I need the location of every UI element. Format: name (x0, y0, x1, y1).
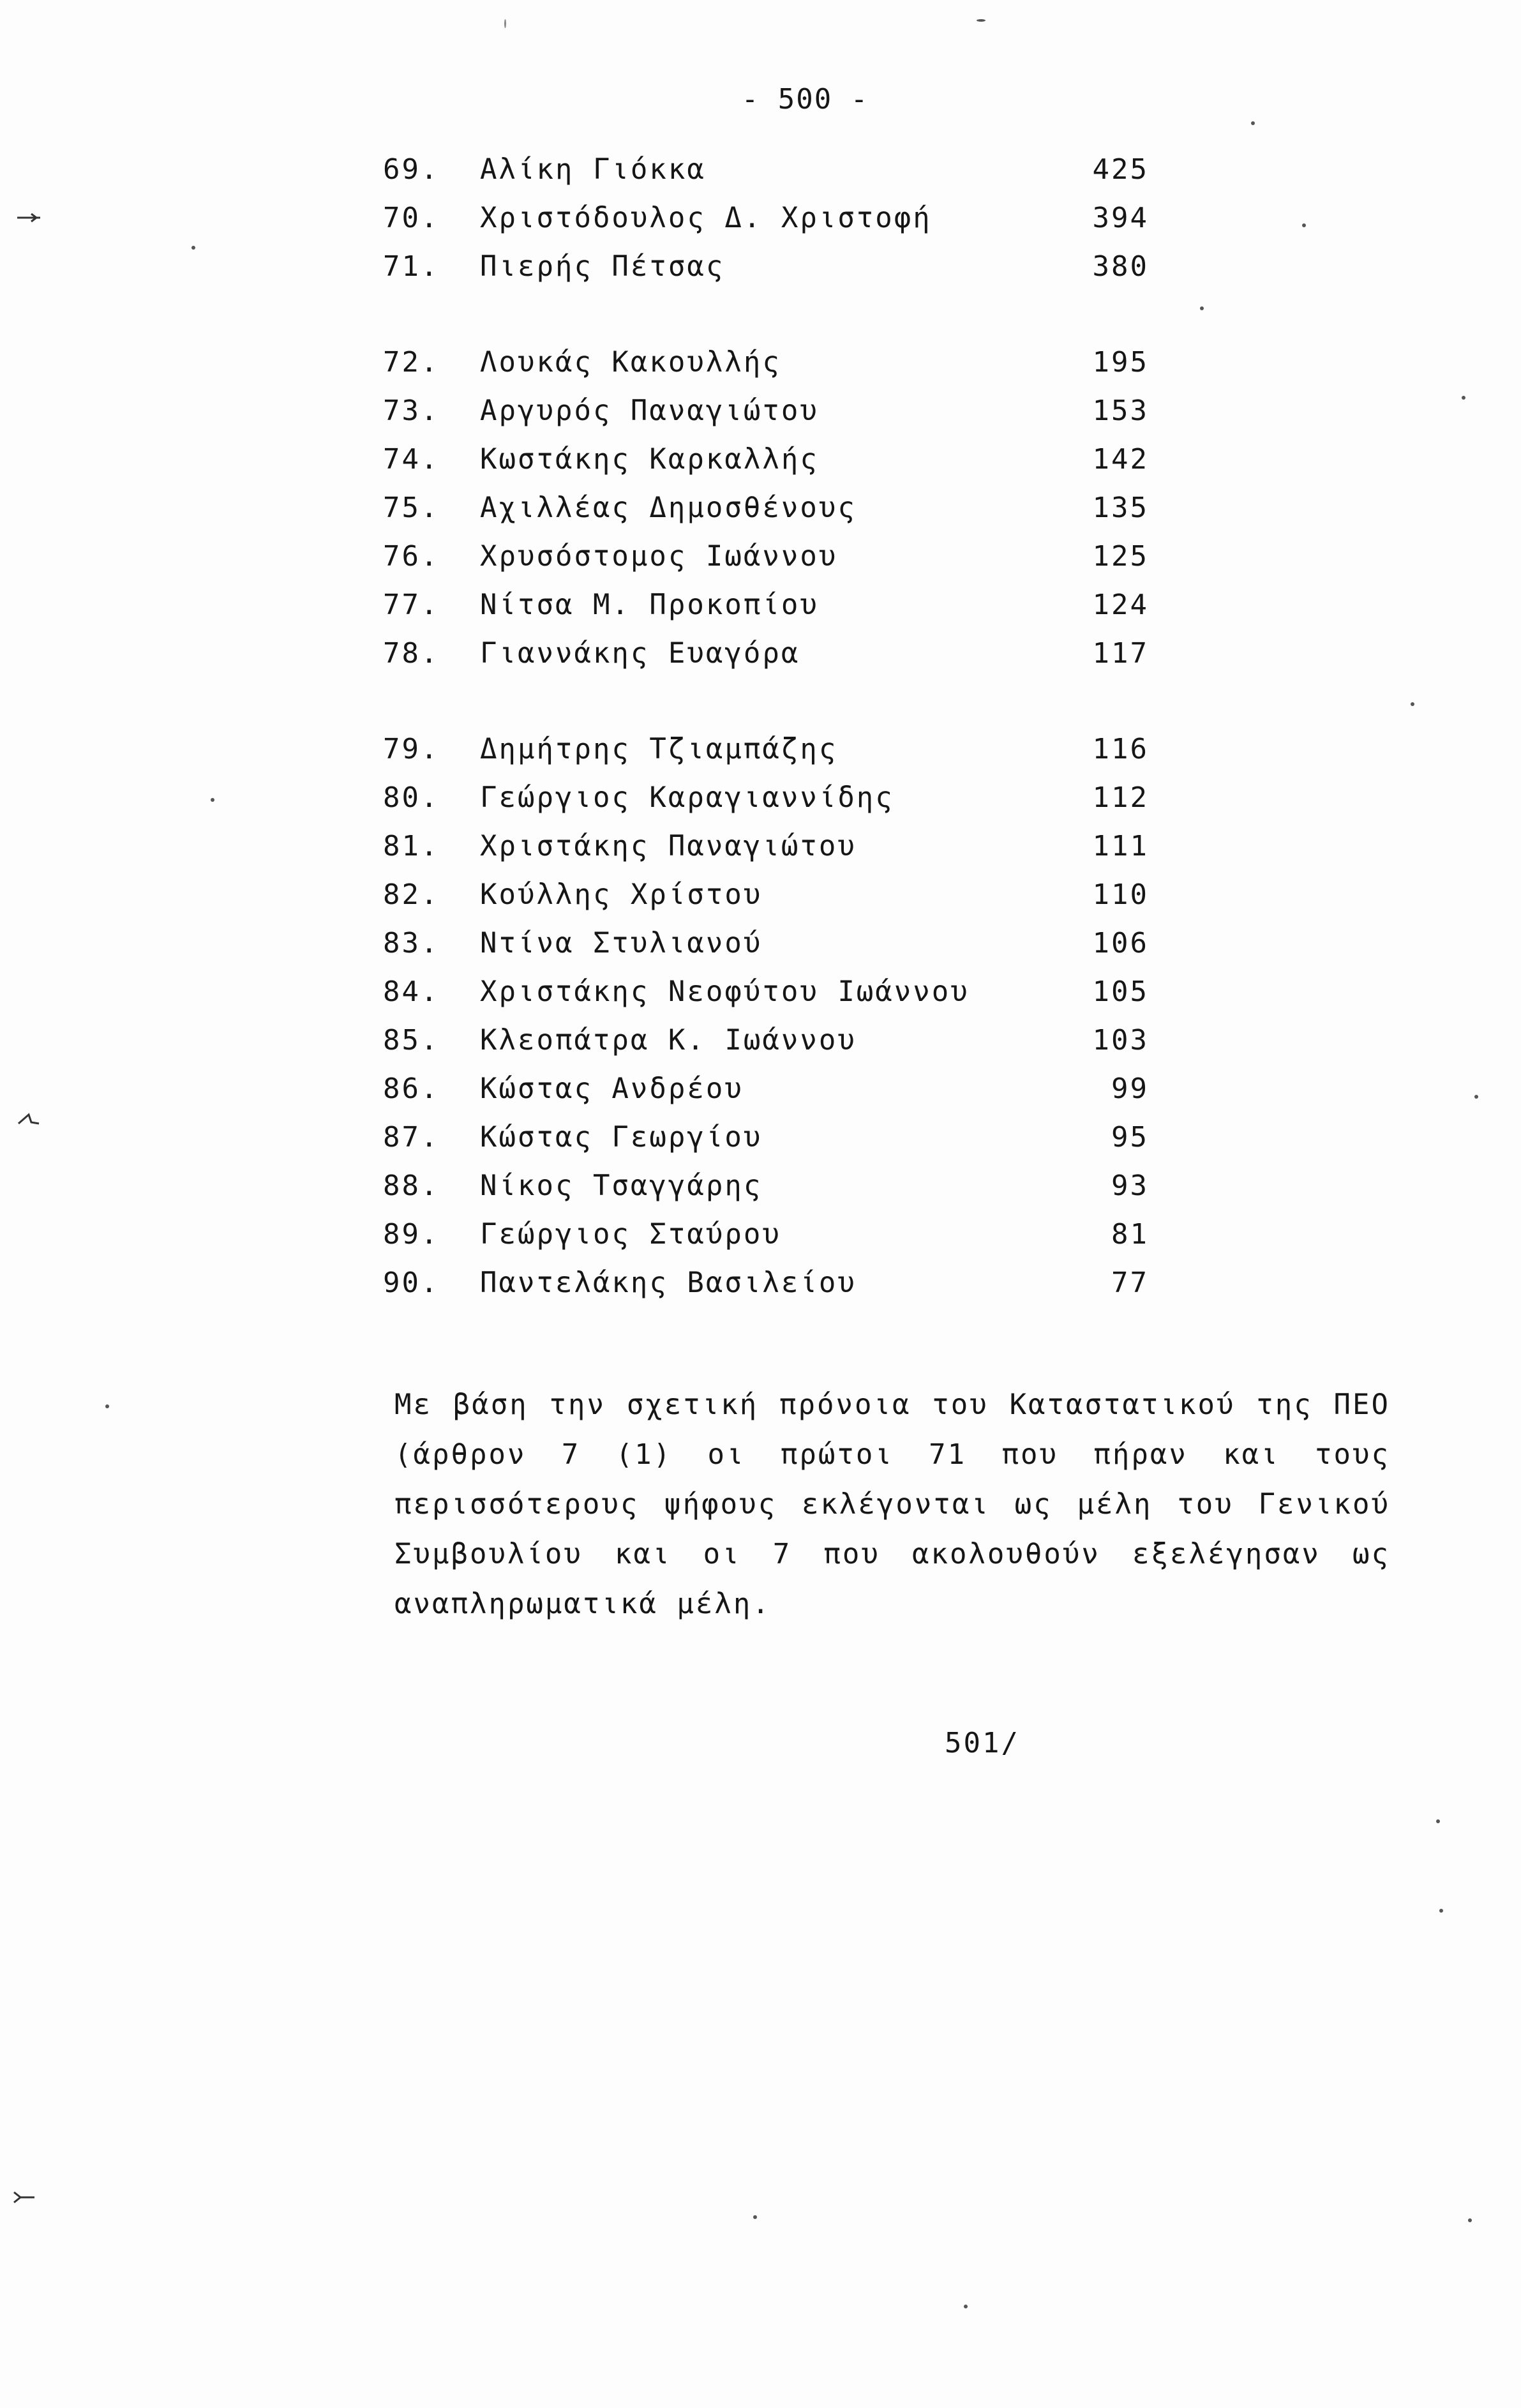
list-item (383, 968, 1149, 1016)
rank-number: 86. (383, 1072, 440, 1105)
scan-speck (105, 1404, 109, 1408)
rank-number: 78. (383, 637, 440, 670)
rank-number: 76. (383, 540, 440, 573)
candidate-name: Κούλλης Χρίστου (480, 878, 763, 911)
scan-speck (753, 2215, 757, 2219)
vote-count: 394 (1092, 202, 1149, 234)
vote-count: 99 (1111, 1072, 1149, 1105)
list-item (383, 484, 1149, 532)
list-item (383, 725, 1149, 774)
candidate-name: Κώστας Ανδρέου (480, 1072, 744, 1105)
vote-count: 117 (1092, 637, 1149, 670)
list-item (383, 919, 1149, 968)
scan-speck (1436, 1819, 1440, 1823)
candidate-name: Αργυρός Παναγιώτου (480, 395, 819, 427)
rank-number: 81. (383, 830, 440, 862)
list-item (383, 1065, 1149, 1113)
rank-number: 87. (383, 1121, 440, 1154)
margin-mark-icon (11, 2190, 37, 2204)
continuation-marker: 501/ (945, 1727, 1020, 1759)
candidate-name: Ντίνα Στυλιανού (480, 927, 763, 959)
vote-count: 105 (1092, 975, 1149, 1008)
rank-number: 70. (383, 202, 440, 234)
vote-count: 103 (1092, 1024, 1149, 1057)
vote-count: 135 (1092, 492, 1149, 524)
vote-count: 81 (1111, 1218, 1149, 1251)
vote-count: 142 (1092, 443, 1149, 476)
candidate-name: Νίτσα Μ. Προκοπίου (480, 589, 819, 621)
candidate-name: Δημήτρης Τζιαμπάζης (480, 733, 838, 765)
scan-speck (1468, 2218, 1472, 2222)
list-item (383, 1113, 1149, 1162)
rank-number: 88. (383, 1170, 440, 1202)
rank-number: 84. (383, 975, 440, 1008)
list-item (383, 1259, 1149, 1307)
candidate-list (383, 146, 1149, 1355)
rank-number: 85. (383, 1024, 440, 1057)
scan-speck (504, 19, 506, 28)
explanatory-paragraph: Με βάση την σχετική πρόνοια του Καταστατικού της ΠΕΟ (άρθρον 7 (1) οι πρώτοι 71 που πήραν και τους περισσότερους ψήφους εκλέγονται ως μέλη του Γενικού Συμβουλίου και οι 7 που ακολουθούν εξελέγησαν ως αναπληρωματικά μέλη. (394, 1388, 1390, 1620)
candidate-name: Γεώργιος Καραγιαννίδης (480, 781, 894, 814)
rank-number: 75. (383, 492, 440, 524)
rank-number: 82. (383, 878, 440, 911)
candidate-name: Παντελάκης Βασιλείου (480, 1267, 857, 1299)
candidate-name: Λουκάς Κακουλλής (480, 346, 781, 379)
scan-speck (1200, 306, 1204, 310)
vote-count: 125 (1092, 540, 1149, 573)
list-item (383, 532, 1149, 581)
list-item (383, 871, 1149, 919)
vote-count: 110 (1092, 878, 1149, 911)
candidate-name: Πιερής Πέτσας (480, 250, 725, 283)
rank-number: 83. (383, 927, 440, 959)
scan-speck (211, 798, 214, 802)
list-item (383, 822, 1149, 871)
rank-number: 69. (383, 153, 440, 186)
rank-number: 72. (383, 346, 440, 379)
vote-count: 112 (1092, 781, 1149, 814)
vote-count: 195 (1092, 346, 1149, 379)
rank-number: 79. (383, 733, 440, 765)
list-item (383, 629, 1149, 678)
candidate-name: Γεώργιος Σταύρου (480, 1218, 781, 1251)
list-item (383, 338, 1149, 387)
vote-count: 111 (1092, 830, 1149, 862)
list-item (383, 387, 1149, 435)
scan-speck (1411, 702, 1414, 706)
scan-speck (1462, 396, 1465, 400)
list-item (383, 243, 1149, 291)
rank-number: 80. (383, 781, 440, 814)
vote-count: 93 (1111, 1170, 1149, 1202)
candidate-name: Χριστάκης Παναγιώτου (480, 830, 857, 862)
list-item (383, 435, 1149, 484)
rank-number: 77. (383, 589, 440, 621)
list-item (383, 581, 1149, 629)
candidate-name: Κωστάκης Καρκαλλής (480, 443, 819, 476)
rank-number: 74. (383, 443, 440, 476)
candidate-name: Γιαννάκης Ευαγόρα (480, 637, 800, 670)
list-item (383, 774, 1149, 822)
vote-count: 116 (1092, 733, 1149, 765)
candidate-name: Αχιλλέας Δημοσθένους (480, 492, 857, 524)
scan-speck (977, 19, 985, 22)
vote-count: 95 (1111, 1121, 1149, 1154)
candidate-name: Αλίκη Γιόκκα (480, 153, 706, 186)
margin-mark-icon (16, 211, 41, 225)
rank-number: 73. (383, 395, 440, 427)
margin-mark-icon (16, 1112, 41, 1126)
candidate-group (383, 146, 1149, 291)
list-item (383, 1162, 1149, 1210)
candidate-group (383, 725, 1149, 1307)
candidate-group (383, 338, 1149, 678)
candidate-name: Κώστας Γεωργίου (480, 1121, 763, 1154)
scan-speck (1251, 121, 1255, 125)
page-number: - 500 - (741, 83, 869, 116)
list-item (383, 1016, 1149, 1065)
vote-count: 124 (1092, 589, 1149, 621)
candidate-name: Χριστάκης Νεοφύτου Ιωάννου (480, 975, 970, 1008)
rank-number: 90. (383, 1267, 440, 1299)
vote-count: 77 (1111, 1267, 1149, 1299)
list-item (383, 194, 1149, 243)
scan-speck (1302, 223, 1306, 227)
vote-count: 425 (1092, 153, 1149, 186)
vote-count: 153 (1092, 395, 1149, 427)
rank-number: 89. (383, 1218, 440, 1251)
scan-speck (1474, 1095, 1478, 1099)
scan-speck (1439, 1909, 1443, 1913)
vote-count: 380 (1092, 250, 1149, 283)
rank-number: 71. (383, 250, 440, 283)
candidate-name: Χρυσόστομος Ιωάννου (480, 540, 838, 573)
list-item (383, 1210, 1149, 1259)
candidate-name: Νίκος Τσαγγάρης (480, 1170, 763, 1202)
list-item (383, 146, 1149, 194)
scan-speck (191, 246, 195, 250)
candidate-name: Χριστόδουλος Δ. Χριστοφή (480, 202, 932, 234)
candidate-name: Κλεοπάτρα Κ. Ιωάννου (480, 1024, 857, 1057)
vote-count: 106 (1092, 927, 1149, 959)
scan-speck (964, 2305, 968, 2308)
